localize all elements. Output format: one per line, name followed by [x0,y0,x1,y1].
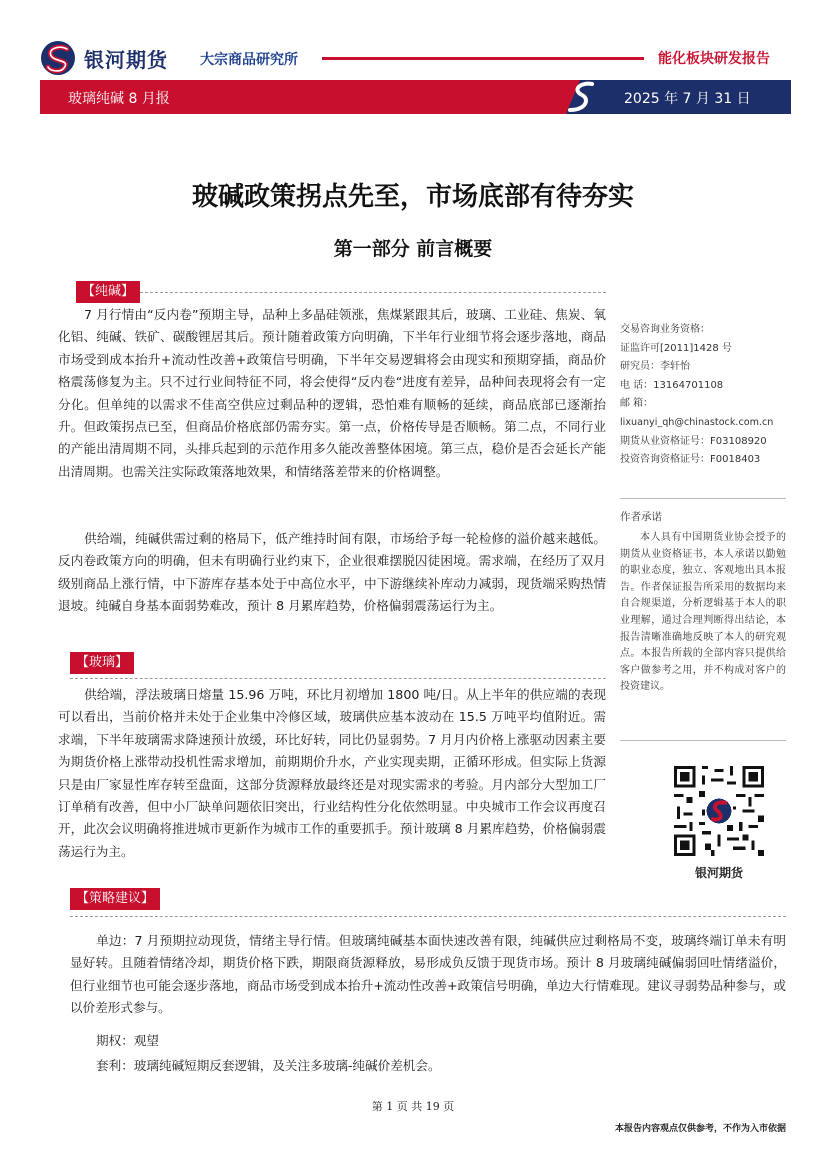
section-tag-soda: 【纯碱】 [76,281,140,303]
banner-swoosh-icon [556,80,604,114]
strategy-options: 期权：观望 [96,1033,159,1048]
license-label: 交易咨询业务资格： [620,324,710,335]
report-type: 能化板块研发报告 [658,51,770,67]
soda-paragraph-2: 供给端，纯碱供需过剩的格局下，低产维持时间有限，市场给予每一轮检修的溢价越来越低。反内卷政策方向的明确，但未有明确行业约束下，企业很难摆脱囚徒困境。需求端，在经历了双月级别商品上涨行情，中下游库存基本处于中高位水平，中下游继续补库动力减弱，现货端采购热情退坡。纯碱自身基本面弱势难改，预计 8 月累库趋势，价格偏弱震荡运行为主。 [58,531,606,614]
report-date: 2025 年 7 月 31 日 [624,91,751,107]
section-tag-strategy: 【策略建议】 [70,888,160,910]
glass-paragraph: 供给端，浮法玻璃日熔量 15.96 万吨，环比月初增加 1800 吨/日。从上半年的供应端的表现可以看出，当前价格并未处于企业集中冷修区域，玻璃供应基本波动在 15.5 万吨平均值附近。需求端，下半年玻璃需求降速预计放缓，环比好转，同比仍显弱势。7 月月内价格上涨驱动因素主要为期货价格上涨带动投机性需求增加，前期期价升水，产业实现卖期，正循环形成。但实际上货源只是由厂家显性库存转至盘面，这部分货源释放最终还是对现实需求的考验。月内部分大型加工厂订单稍有改善，但中小厂缺单问题依旧突出，行业结构性分化依然明显。中央城市工作会议再度召开，此次会议明确将推进城市更新作为城市工作的重要抓手。预计玻璃 8 月累库趋势，价格偏弱震荡运行为主。 [58,687,606,859]
brand-name: 银河期货 [84,48,168,72]
advisory-cert: 投资咨询资格证号：F0018403 [620,454,761,466]
analyst-phone: 电 话：13164701108 [620,379,724,391]
section-rule [70,678,606,679]
strategy-paragraph: 单边：7 月预期拉动现货，情绪主导行情。但玻璃纯碱基本面快速改善有限，纯碱供应过剩格局不变，玻璃终端订单未有明显好转。且随着情绪冷却，期货价格下跌，期限商货源释放，易形成负反馈于现货市场。预计 8 月玻璃纯碱偏弱回吐情绪溢价，但行业细节也可能会逐步落地，商品市场受到成本抬升+流动性改善+政策信号明确，单边大行情难现。建议寻弱势品种参与，或以价差形式参与。 [70,933,786,1016]
license-number: 证监许可[2011]1428 号 [620,342,732,354]
qr-code-icon [674,766,764,856]
institute-name: 大宗商品研究所 [200,52,298,68]
futures-cert: 期货从业资格证号：F03108920 [620,435,767,447]
analyst-name: 研究员：李轩怡 [620,361,690,373]
analyst-info [620,322,780,468]
analyst-email-label: 邮 箱： [620,398,654,410]
section-heading: 第一部分 前言概要 [333,238,493,260]
commitment-title: 作者承诺 [620,511,662,523]
page-number: 第 1 页 共 19 页 [371,1100,455,1113]
sidebar-divider [620,498,786,499]
qr-caption: 银河期货 [694,866,743,880]
strategy-arbitrage: 套利：玻璃纯碱短期反套逻辑，及关注多玻璃-纯碱价差机会。 [96,1058,441,1073]
sidebar-divider [620,740,786,741]
banner-title: 玻璃纯碱 8 月报 [68,91,170,107]
report-title: 玻碱政策拐点先至，市场底部有待夯实 [191,182,634,212]
analyst-email[interactable]: lixuanyi_qh@chinastock.com.cn [620,416,774,428]
footer-disclaimer: 本报告内容观点仅供参考，不作为入市依据 [614,1124,786,1134]
commitment-text: 本人具有中国期货业协会授予的期货从业资格证书，本人承诺以勤勉的职业态度，独立、客观地出具本报告。作者保证报告所采用的数据均来自合规渠道，分析逻辑基于本人的职业理解，通过合理判断得出结论，本报告清晰准确地反映了本人的研究观点。本报告所载的全部内容只提供给客户做参考之用，并不构成对客户的投资建议。 [620,532,786,693]
header-rule [322,57,644,60]
section-rule [70,916,786,917]
section-tag-glass: 【玻璃】 [70,652,134,674]
galaxy-logo-icon [40,40,76,76]
section-rule [140,292,606,293]
soda-paragraph-1: 7 月行情由“反内卷”预期主导，品种上多晶硅领涨，焦煤紧跟其后，玻璃、工业硅、焦炭、氧化铝、纯碱、铁矿、碳酸锂居其后。预计随着政策方向明确，下半年行业细节将会逐步落地，商品市场受到成本抬升+流动性改善+政策信号明确，下半年交易逻辑将会由现实和预期穿插，商品价格震荡修复为主。只不过行业间特征不同，将会使得“反内卷“进度有差异，品种间表现将会有一定分化。但单纯的以需求不佳高空供应过剩品种的逻辑，恐怕难有顺畅的延续，商品底部已逐渐抬升。但政策拐点已至，但商品价格底部仍需夯实。第一点，价格传导是否顺畅。第二点，不同行业的产能出清周期不同，头排兵起到的示范作用多久能改善整体困境。第三点，稳价是否会延长产能出清周期。也需关注实际政策落地效果，和情绪落差带来的价格调整。 [58,307,606,479]
